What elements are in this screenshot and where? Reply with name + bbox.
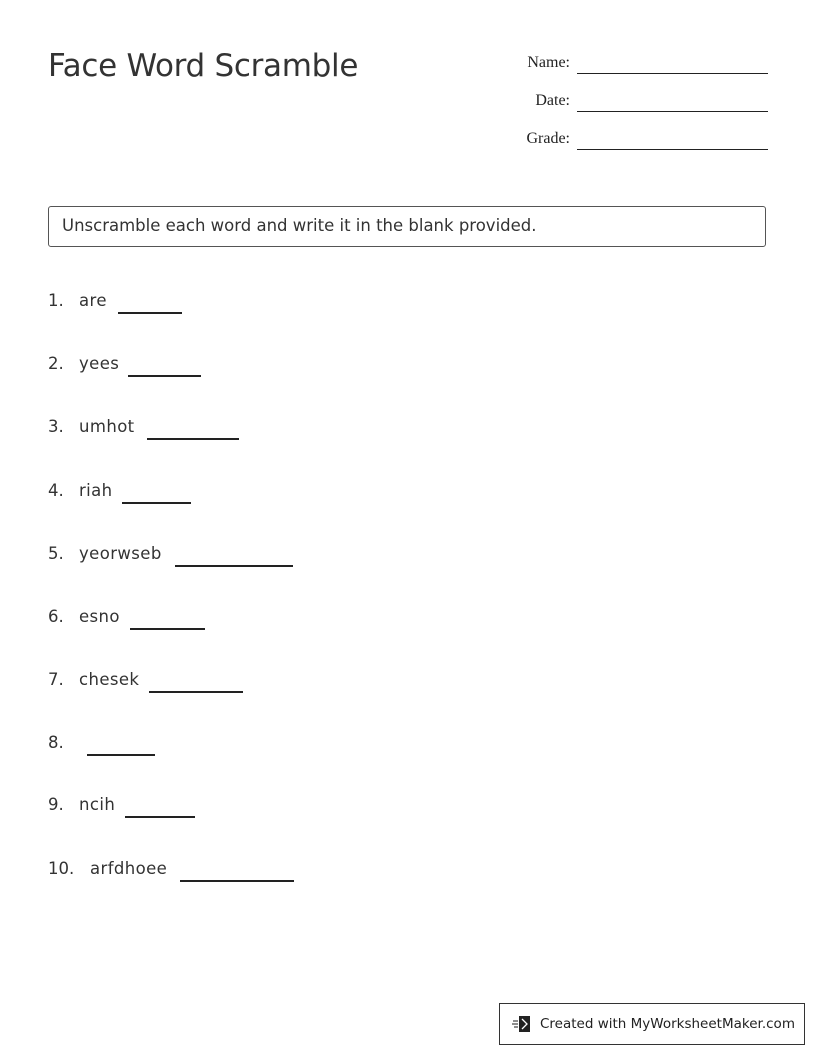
grade-label: Grade: (526, 130, 570, 147)
item-number: 1. (48, 291, 64, 310)
item-number: 9. (48, 795, 64, 814)
page-title: Face Word Scramble (48, 48, 359, 84)
scrambled-word: are (79, 291, 107, 310)
answer-blank[interactable] (180, 880, 294, 882)
date-label: Date: (535, 92, 570, 109)
item-number: 8. (48, 733, 64, 752)
item-number: 2. (48, 354, 64, 373)
answer-blank[interactable] (147, 438, 239, 440)
item-number: 3. (48, 417, 64, 436)
scrambled-word: chesek (79, 670, 140, 689)
scrambled-word: yeorwseb (79, 544, 162, 563)
date-field[interactable] (480, 92, 768, 116)
answer-blank[interactable] (128, 375, 201, 377)
item-number: 7. (48, 670, 64, 689)
answer-blank[interactable] (87, 754, 155, 756)
item-number: 6. (48, 607, 64, 626)
item-number: 4. (48, 481, 64, 500)
answer-blank[interactable] (175, 565, 293, 567)
answer-blank[interactable] (130, 628, 205, 630)
footer-credit[interactable] (499, 1003, 805, 1045)
answer-blank[interactable] (118, 312, 182, 314)
scrambled-word: arfdhoee (90, 859, 168, 878)
scrambled-word: ncih (79, 795, 116, 814)
worksheet-maker-logo-icon (512, 1013, 534, 1035)
name-label: Name: (527, 54, 570, 71)
scrambled-word: riah (79, 481, 113, 500)
grade-field[interactable] (480, 130, 768, 154)
date-line[interactable] (577, 111, 768, 112)
scrambled-word: yees (79, 354, 120, 373)
instructions-box: Unscramble each word and write it in the blank provided. (48, 206, 766, 247)
answer-blank[interactable] (125, 816, 195, 818)
name-field[interactable] (480, 54, 768, 78)
answer-blank[interactable] (149, 691, 243, 693)
item-number: 5. (48, 544, 64, 563)
answer-blank[interactable] (122, 502, 191, 504)
grade-line[interactable] (577, 149, 768, 150)
name-line[interactable] (577, 73, 768, 74)
item-number: 10. (48, 859, 75, 878)
scrambled-word: esno (79, 607, 120, 626)
scrambled-word: umhot (79, 417, 135, 436)
footer-text: Created with MyWorksheetMaker.com (540, 1016, 795, 1032)
